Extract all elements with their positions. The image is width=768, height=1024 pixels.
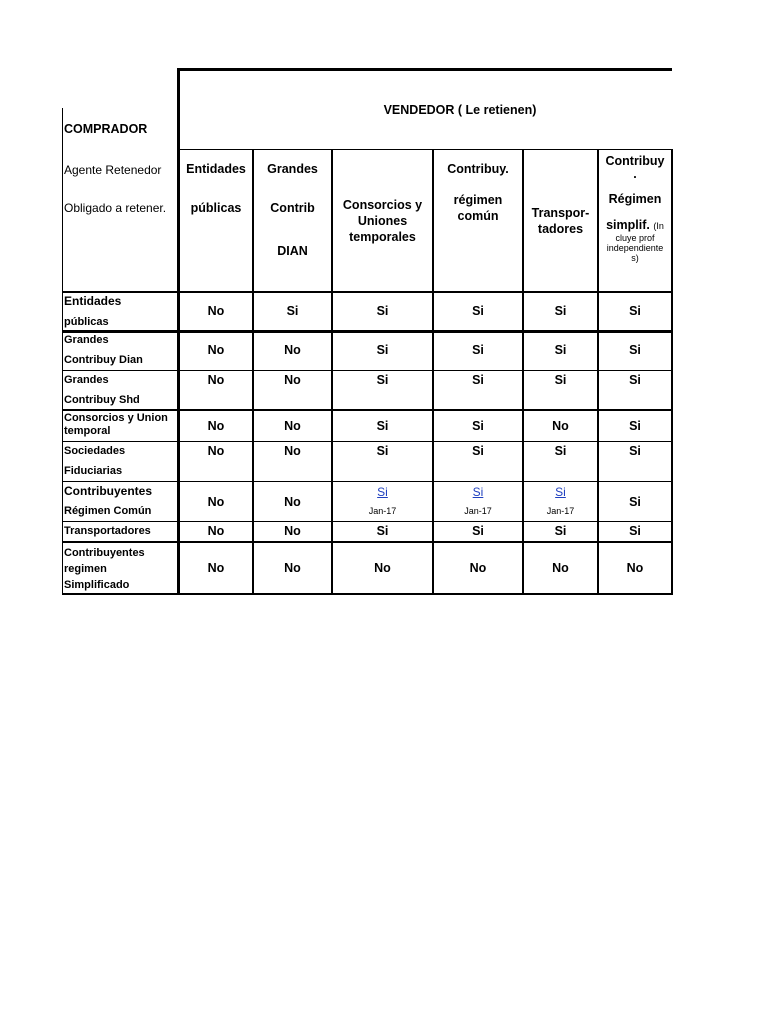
cell-date: Jan-17 bbox=[546, 506, 575, 516]
col-header-line: Régimen bbox=[608, 192, 662, 206]
cell: Si bbox=[554, 524, 567, 538]
col-header-line: . bbox=[633, 167, 637, 181]
cell: Si bbox=[376, 524, 389, 538]
cell: No bbox=[284, 419, 301, 433]
header-bottom-border bbox=[62, 291, 672, 293]
cell: Si bbox=[472, 304, 484, 318]
col-header-grandes bbox=[254, 161, 331, 259]
row-border-2 bbox=[62, 370, 672, 371]
col-header-line: régimen bbox=[453, 193, 503, 207]
row-label-line: Grandes bbox=[64, 374, 109, 386]
col-header-line: DIAN bbox=[277, 244, 308, 258]
row-label-grandes-shd bbox=[64, 373, 178, 407]
col-header-transportadores bbox=[524, 205, 597, 237]
vendedor-label: VENDEDOR ( Le retienen) bbox=[383, 103, 537, 117]
cell: No bbox=[284, 561, 301, 575]
col-header-entidades bbox=[180, 161, 252, 216]
cell: Si bbox=[376, 373, 389, 387]
cell: No bbox=[374, 561, 391, 575]
right-border bbox=[671, 149, 673, 595]
row-label-line: temporal bbox=[64, 425, 111, 437]
cell: Si bbox=[376, 419, 389, 433]
col-header-note: (In bbox=[653, 221, 664, 231]
cell-date: Jan-17 bbox=[464, 506, 492, 516]
row-label-line: Grandes bbox=[64, 334, 109, 346]
col-header-line: Contrib bbox=[270, 201, 315, 215]
col-header-line: tadores bbox=[537, 222, 584, 236]
cell: Si bbox=[472, 373, 484, 387]
row-label-line: Simplificado bbox=[64, 579, 130, 591]
col-header-line: Grandes bbox=[267, 162, 318, 176]
top-border bbox=[178, 68, 672, 71]
cell: Si bbox=[629, 343, 641, 357]
cell: No bbox=[207, 304, 225, 318]
row-label-line: Entidades bbox=[64, 294, 122, 308]
row-label-line: públicas bbox=[64, 316, 109, 328]
col-header-consorcios bbox=[333, 197, 432, 245]
cell: No bbox=[207, 444, 225, 458]
row-border-5 bbox=[62, 481, 672, 482]
cell: No bbox=[552, 561, 569, 575]
col-header-note: s) bbox=[631, 253, 639, 263]
row-label-line: Sociedades bbox=[64, 445, 126, 457]
col-header-line: Transpor- bbox=[531, 206, 590, 220]
row-label-line: Contribuyentes bbox=[64, 484, 153, 498]
table-bottom-border bbox=[62, 593, 672, 595]
row-label-line: Consorcios y Union bbox=[64, 412, 168, 424]
cell: No bbox=[284, 343, 301, 357]
col-header-simplif: simplif. bbox=[606, 218, 650, 232]
left-border bbox=[62, 108, 63, 595]
row-label-regimen-comun bbox=[64, 484, 178, 518]
col-header-regimen-comun bbox=[434, 161, 522, 224]
col-header-line: públicas bbox=[190, 201, 242, 215]
cell-date: Jan-17 bbox=[368, 506, 397, 516]
cell: No bbox=[626, 561, 644, 575]
cell: No bbox=[284, 444, 301, 458]
cell: No bbox=[284, 495, 301, 509]
row-border-7 bbox=[62, 541, 672, 543]
cell-link[interactable]: Si bbox=[555, 485, 566, 499]
row-label-line: Transportadores bbox=[64, 525, 151, 537]
col-header-line: temporales bbox=[349, 230, 416, 244]
cell: Si bbox=[629, 419, 641, 433]
row-label-fiduciarias bbox=[64, 444, 178, 478]
col-header-line: Entidades bbox=[186, 162, 246, 176]
row-label-line: regimen bbox=[64, 563, 107, 575]
col-header-regimen-simplificado bbox=[599, 153, 671, 263]
row-border-6 bbox=[62, 521, 672, 522]
cell: No bbox=[284, 373, 301, 387]
cell: Si bbox=[472, 524, 484, 538]
cell: Si bbox=[376, 304, 389, 318]
cell: No bbox=[207, 495, 225, 509]
row-label-simplificado bbox=[64, 545, 178, 593]
cell: No bbox=[207, 419, 225, 433]
col-header-line: Contribuy bbox=[605, 154, 665, 168]
col-header-note: independiente bbox=[606, 243, 664, 253]
row-label-line: Régimen Común bbox=[64, 505, 152, 517]
cell: Si bbox=[629, 495, 641, 509]
cell: Si bbox=[472, 419, 484, 433]
row-label-transportadores bbox=[64, 524, 178, 538]
row-label-line: Contribuy Dian bbox=[64, 354, 143, 366]
col-header-line bbox=[599, 217, 671, 233]
col-header-line: Consorcios y bbox=[342, 198, 423, 212]
obligado-label: Obligado a retener. bbox=[64, 201, 167, 215]
cell: No bbox=[552, 419, 569, 433]
cell: Si bbox=[629, 304, 641, 318]
row-label-consorcios bbox=[64, 412, 178, 438]
cell: Si bbox=[554, 304, 567, 318]
col-header-line: Uniones bbox=[357, 214, 408, 228]
cell: No bbox=[469, 561, 487, 575]
cell: Si bbox=[629, 444, 641, 458]
row-label-line: Contribuyentes bbox=[64, 547, 145, 559]
cell: No bbox=[207, 373, 225, 387]
cell: Si bbox=[629, 524, 641, 538]
cell: No bbox=[207, 524, 225, 538]
cell-link[interactable]: Si bbox=[472, 485, 484, 499]
cell: No bbox=[207, 343, 225, 357]
cell-link[interactable]: Si bbox=[377, 485, 388, 499]
cell: Si bbox=[629, 373, 641, 387]
row-label-grandes-dian bbox=[64, 333, 178, 367]
row-label-line: Contribuy Shd bbox=[64, 394, 140, 406]
cell: No bbox=[207, 561, 225, 575]
cell: Si bbox=[472, 343, 484, 357]
row-border-3 bbox=[62, 409, 672, 411]
cell: Si bbox=[376, 343, 389, 357]
cell: No bbox=[284, 524, 301, 538]
cell: Si bbox=[554, 373, 567, 387]
col-header-line: común bbox=[457, 209, 499, 223]
cell: Si bbox=[554, 343, 567, 357]
row-label-line: Fiduciarias bbox=[64, 465, 123, 477]
col-header-line: Contribuy. bbox=[447, 162, 509, 176]
agente-retenedor-label: Agente Retenedor bbox=[64, 163, 162, 177]
comprador-label: COMPRADOR bbox=[64, 122, 148, 136]
cell: Si bbox=[286, 304, 299, 318]
row-border-4 bbox=[62, 441, 672, 442]
col-header-note: cluye prof bbox=[615, 233, 655, 243]
row-label-entidades bbox=[64, 294, 178, 329]
cell: Si bbox=[376, 444, 389, 458]
cell: Si bbox=[472, 444, 484, 458]
cell: Si bbox=[554, 444, 567, 458]
